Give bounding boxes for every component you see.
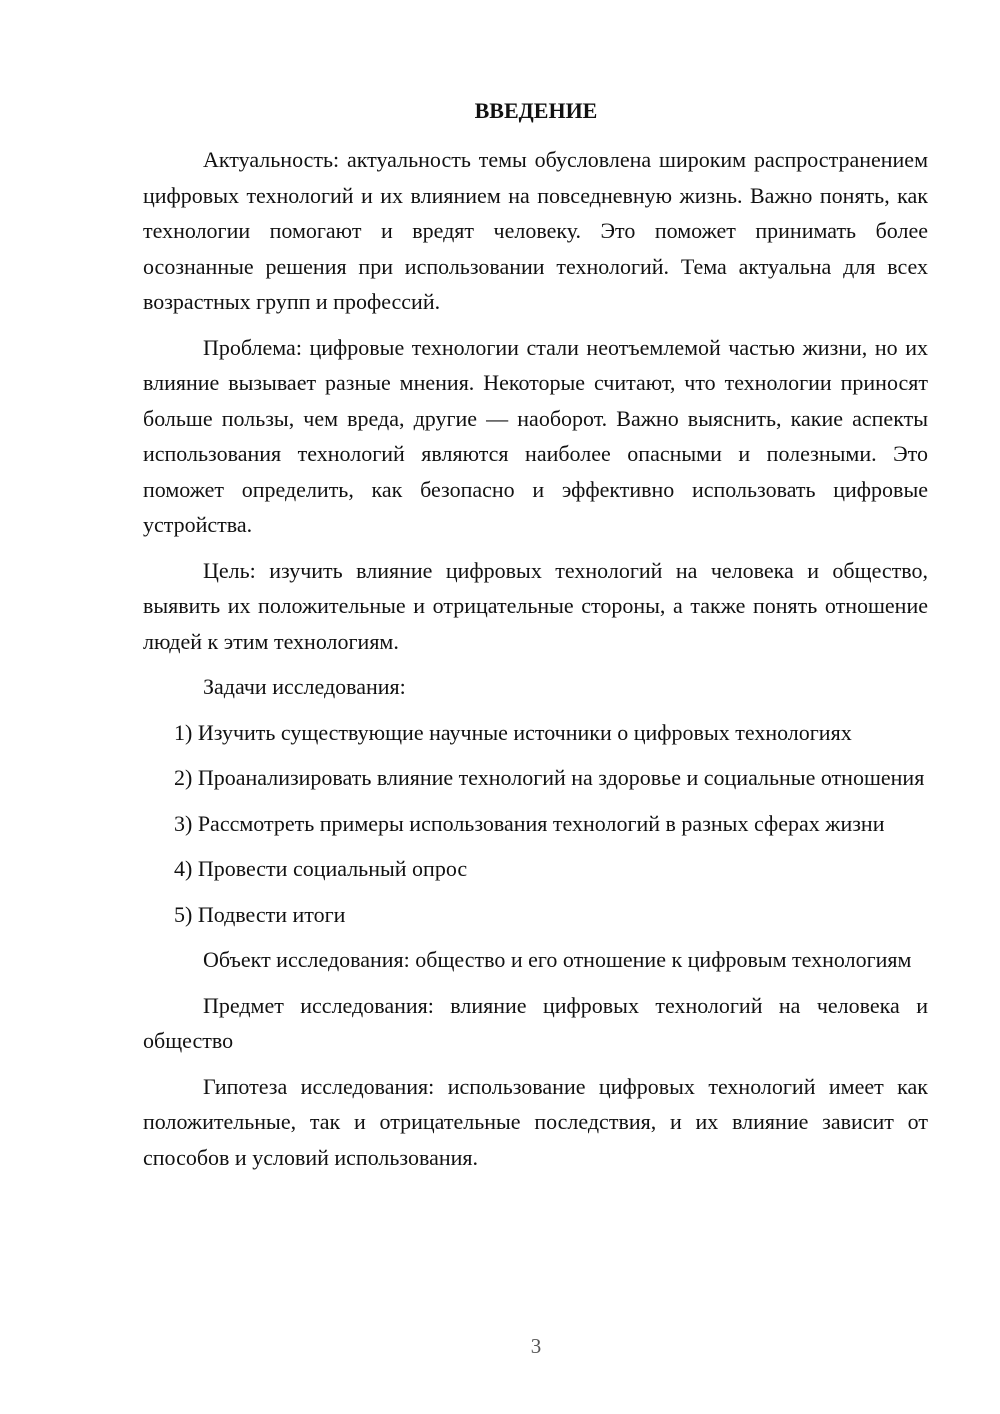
document-body [143, 142, 928, 1185]
task-item-5: 5) Подвести итоги [174, 901, 346, 927]
tasks-heading: Задачи исследования: [203, 674, 406, 699]
section-title: ВВЕДЕНИЕ [474, 98, 598, 123]
task-item-1: 1) Изучить существующие научные источники о цифровых технологиях [174, 719, 852, 745]
task-item-2: 2) Проанализировать влияние технологий на здоровье и социальные отношения [174, 765, 925, 790]
paragraph-relevance: Актуальность: актуальность темы обусловлена широким распространением цифровых технологий и их влиянием на повседневную жизнь. Важно понять, как технологии помогают и вредят человеку. Это поможет принимать более осознанные решения при использовании технологий. Тема актуальна для всех возрастных групп и профессий. [143, 147, 928, 314]
task-item-3: 3) Рассмотреть примеры использования технологий в разных сферах жизни [174, 810, 885, 836]
paragraph-hypothesis: Гипотеза исследования: использование цифровых технологий имеет как положительные, так и отрицательные последствия, и их влияние зависит от способов и условий использования. [143, 1073, 928, 1170]
task-item-4: 4) Провести социальный опрос [174, 856, 468, 881]
paragraph-subject: Предмет исследования: влияние цифровых технологий на человека и общество [143, 992, 928, 1053]
paragraph-problem: Проблема: цифровые технологии стали неотъемлемой частью жизни, но их влияние вызывает разные мнения. Некоторые считают, что технологии приносят больше пользы, чем вреда, другие — наоборот. Важно выяснить, какие аспекты использования технологий являются наиболее опасными и полезными. Это поможет определить, как безопасно и эффективно использовать цифровые устройства. [143, 334, 928, 537]
paragraph-object: Объект исследования: общество и его отношение к цифровым технологиям [203, 947, 912, 972]
page-number: 3 [530, 1334, 542, 1358]
paragraph-goal: Цель: изучить влияние цифровых технологий на человека и общество, выявить их положительные и отрицательные стороны, а также понять отношение людей к этим технологиям. [143, 557, 928, 654]
